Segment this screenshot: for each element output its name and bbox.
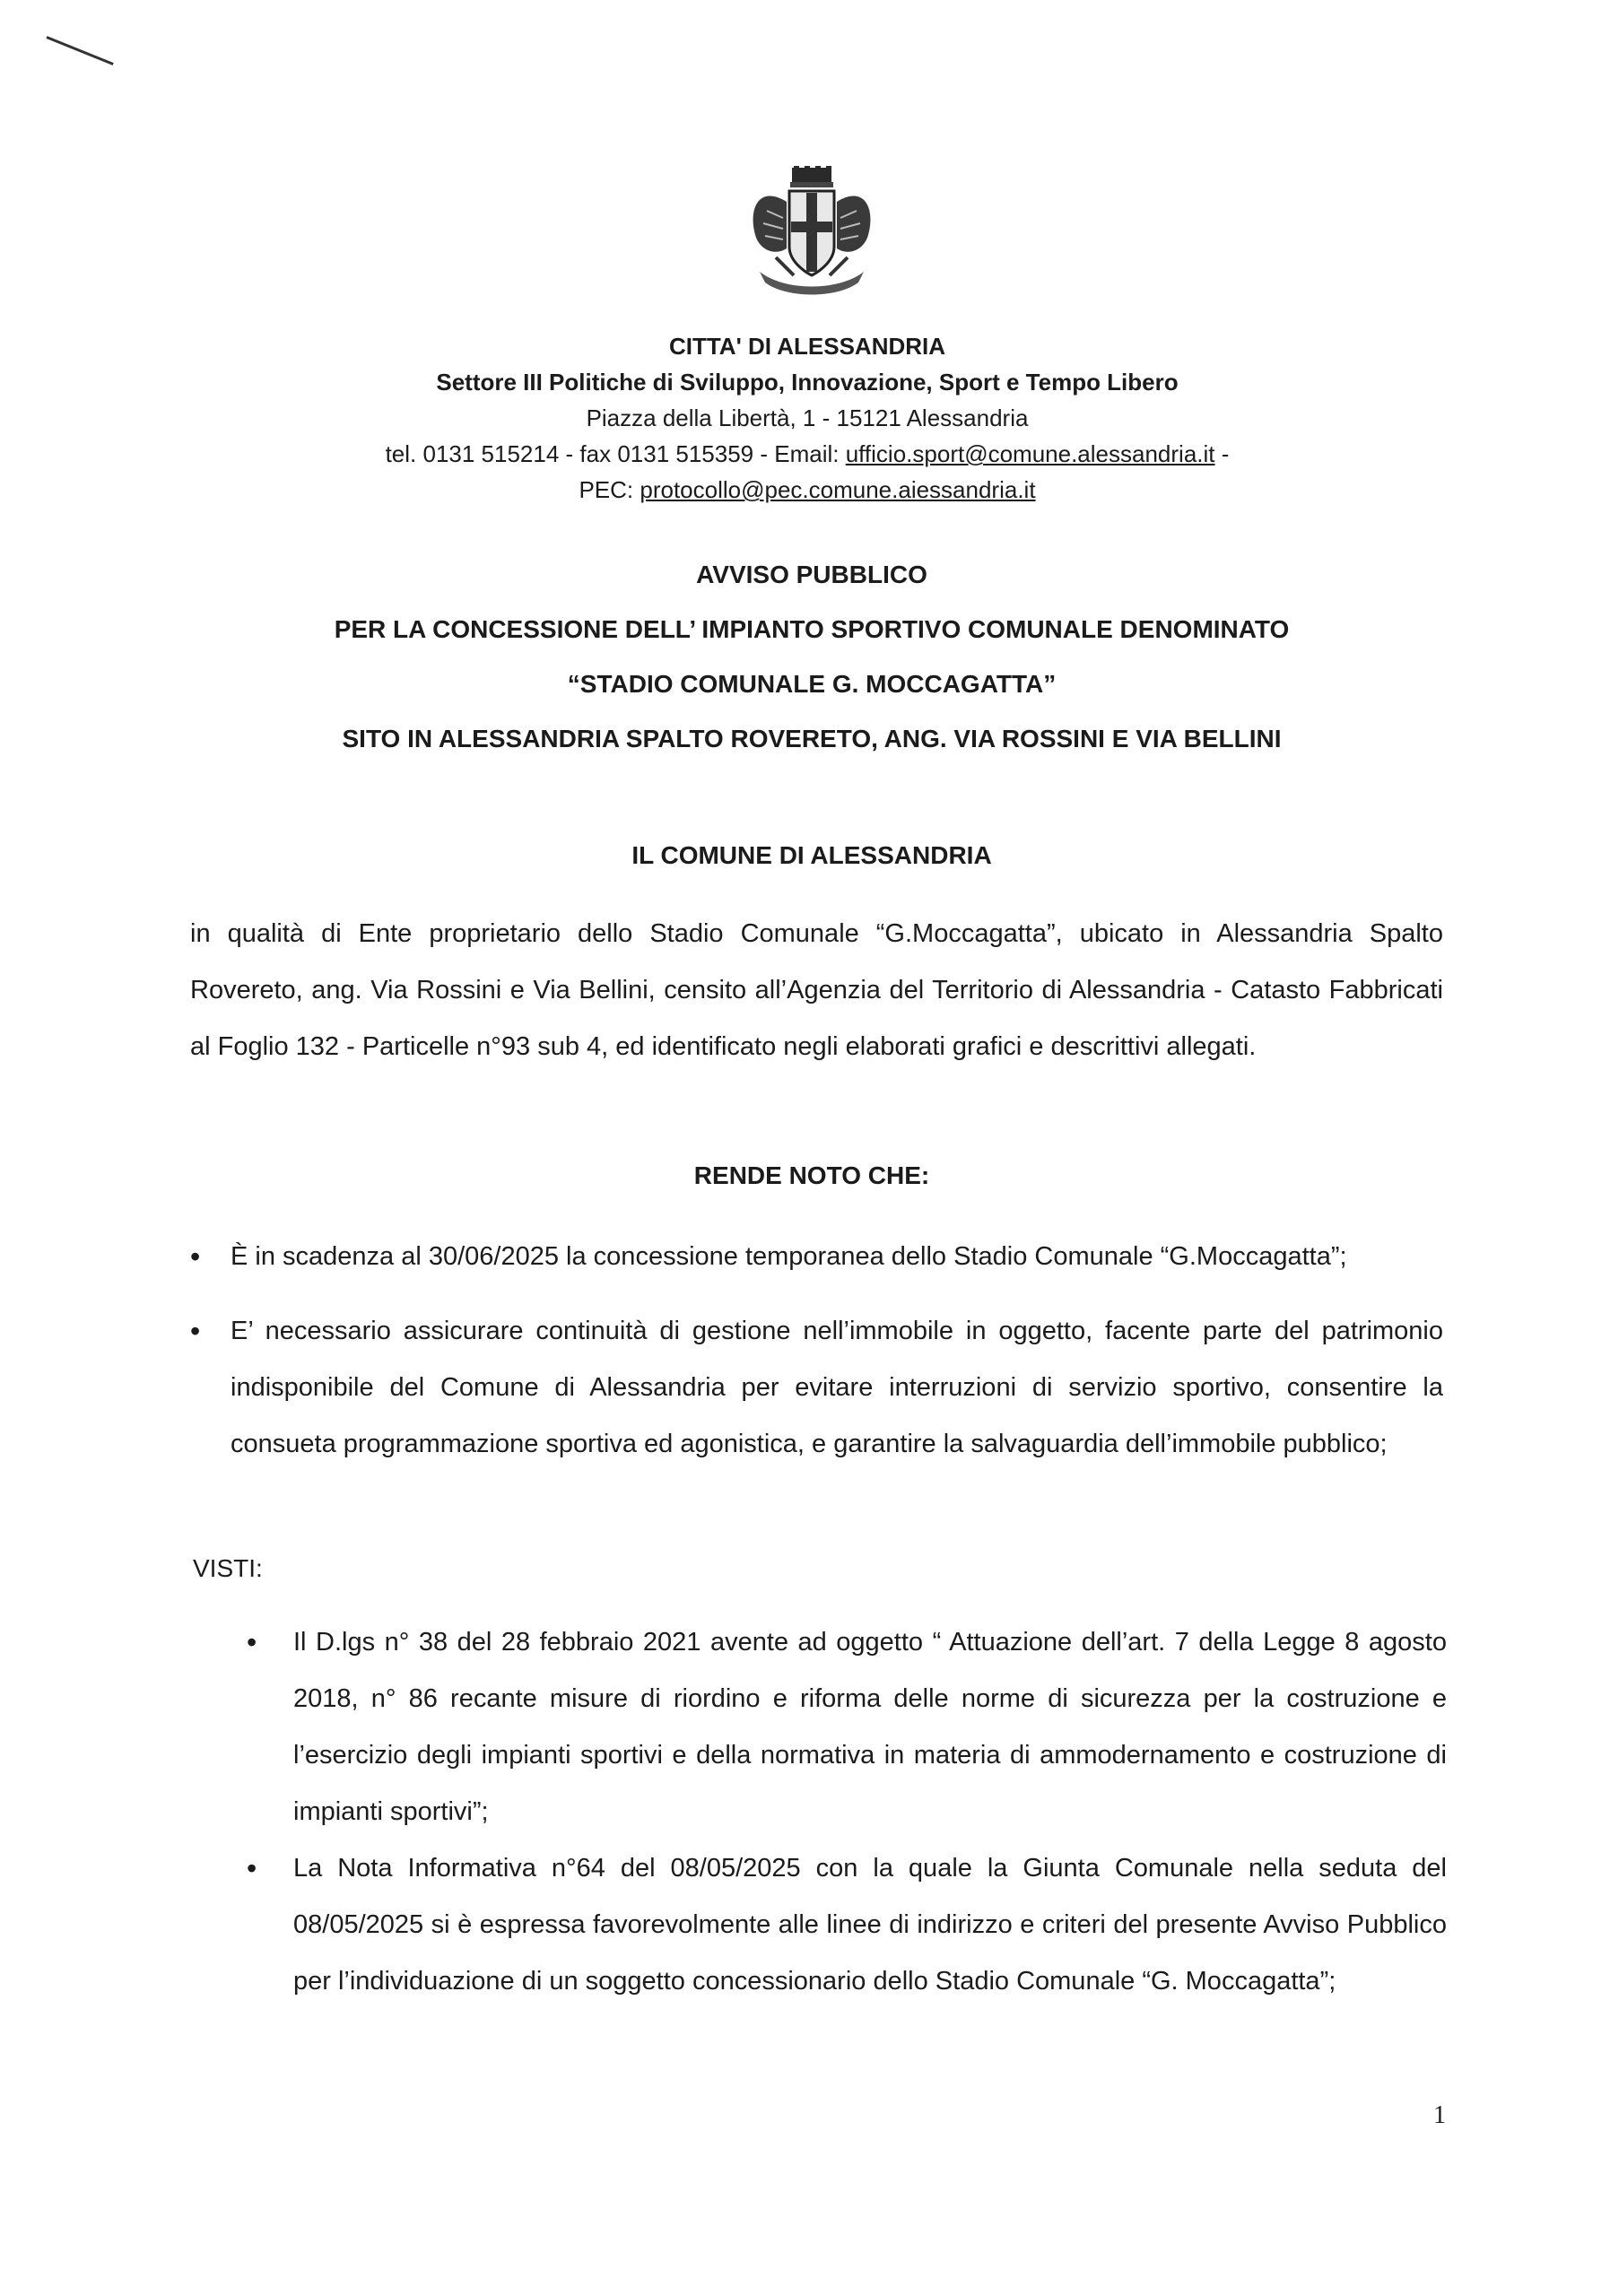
list-item: • E’ necessario assicurare continuità di gestione nell’immobile in oggetto, facente parte del patrimonio indisponibile del Comune di Alessandria per evitare interruzioni di servizio sportivo, consentire la consueta programmazione sportiva ed agonistica, e garantire la salvaguardia dell’immobile pubblico; — [190, 1303, 1443, 1473]
notice-title-block — [179, 547, 1444, 766]
address: Piazza della Libertà, 1 - 15121 Alessandria — [586, 404, 1029, 431]
rende-list — [190, 1229, 1443, 1491]
visti-label: VISTI: — [193, 1554, 263, 1582]
title-line-2: PER LA CONCESSIONE DELL’ IMPIANTO SPORTIVO COMUNALE DENOMINATO — [334, 615, 1290, 643]
title-line-3: “STADIO COMUNALE G. MOCCAGATTA” — [567, 670, 1057, 698]
contacts-suffix: - — [1214, 440, 1230, 467]
contacts-prefix: tel. 0131 515214 - fax 0131 515359 - Email: — [385, 440, 846, 467]
visti-list — [247, 1614, 1447, 2010]
title-line-1: AVVISO PUBBLICO — [696, 561, 927, 588]
page-number: 1 — [1433, 2101, 1446, 2129]
pec-line — [269, 472, 1345, 508]
list-item: • La Nota Informativa n°64 del 08/05/2025 con la quale la Giunta Comunale nella seduta del 08/05/2025 si è espressa favorevolmente alle linee di indirizzo e criteri del presente Avviso Pubblico per l’individuazione di un soggetto concessionario dello Stadio Comunale “G. Moccagatta”; — [247, 1840, 1447, 2010]
city-name: CITTA' DI ALESSANDRIA — [668, 333, 946, 360]
pec-link[interactable]: protocollo@pec.comune.aiessandria.it — [640, 476, 1036, 503]
letterhead — [269, 328, 1345, 508]
comune-heading: IL COMUNE DI ALESSANDRIA — [631, 841, 992, 869]
contacts-line — [269, 436, 1345, 472]
list-item: • È in scadenza al 30/06/2025 la concessione temporanea dello Stadio Comunale “G.Moccagatta”; — [190, 1229, 1443, 1285]
list-item: • Il D.lgs n° 38 del 28 febbraio 2021 avente ad oggetto “ Attuazione dell’art. 7 della Legge 8 agosto 2018, n° 86 recante misure di riordino e riforma delle norme di sicurezza per la costruzione e l’esercizio degli impianti sportivi e della normativa in materia di ammodernamento e costruzione di impianti sportivi”; — [247, 1614, 1447, 1840]
rende-noto-heading: RENDE NOTO CHE: — [693, 1161, 930, 1189]
intro-paragraph: in qualità di Ente proprietario dello Stadio Comunale “G.Moccagatta”, ubicato in Alessandria Spalto Rovereto, ang. Via Rossini e Via Bellini, censito all’Agenzia del Territorio di Alessandria - Catasto Fabbricati al Foglio 132 - Particelle n°93 sub 4, ed identificato negli elaborati grafici e descrittivi allegati. — [190, 919, 1443, 1061]
sector-name: Settore III Politiche di Sviluppo, Innovazione, Sport e Tempo Libero — [436, 369, 1179, 396]
scan-mark — [46, 36, 113, 65]
pec-prefix: PEC: — [579, 476, 640, 503]
email-link[interactable]: ufficio.sport@comune.alessandria.it — [845, 440, 1215, 467]
city-crest-logo — [740, 166, 883, 300]
title-line-4: SITO IN ALESSANDRIA SPALTO ROVERETO, ANG. VIA ROSSINI E VIA BELLINI — [342, 725, 1282, 752]
